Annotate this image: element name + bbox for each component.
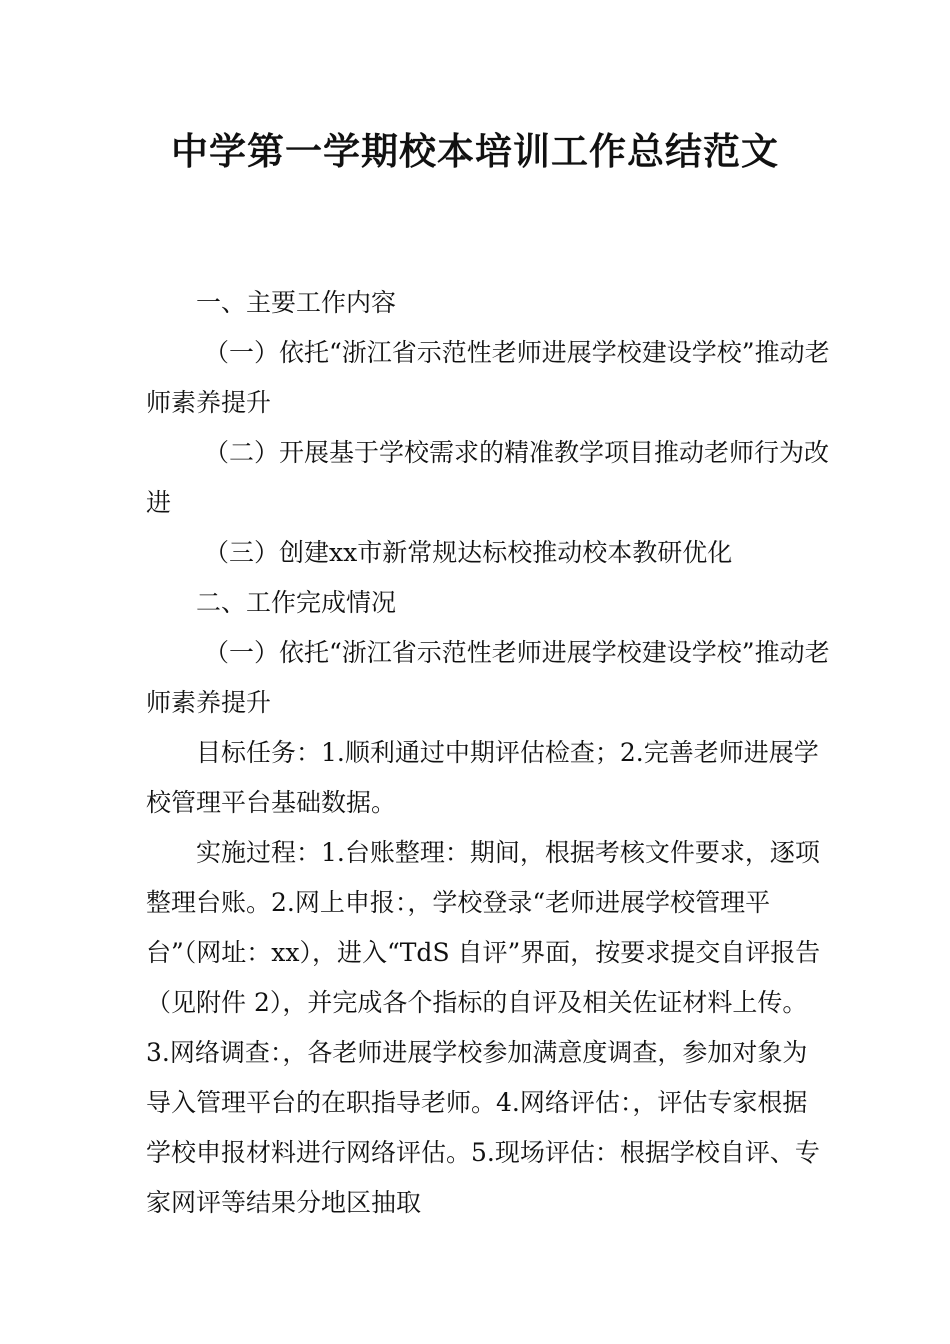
paragraph: （一）依托“浙江省示范性老师进展学校建设学校”推动老师素养提升 [146,338,830,417]
paragraph: 目标任务：1.顺利通过中期评估检查；2.完善老师进展学校管理平台基础数据。 [146,738,819,817]
section-heading: 二、工作完成情况 [196,588,397,617]
paragraph: （一）依托“浙江省示范性老师进展学校建设学校”推动老师素养提升 [146,638,830,717]
section-heading: 一、主要工作内容 [196,288,397,317]
document-body [146,278,830,1228]
paragraph: （二）开展基于学校需求的精准教学项目推动老师行为改进 [146,438,830,517]
paragraph: （三）创建xx市新常规达标校推动校本教研优化 [204,538,733,567]
paragraph: 实施过程：1.台账整理：期间，根据考核文件要求，逐项整理台账。2.网上申报：，学校登录“老师进展学校管理平台”（网址：xx），进入“TdS 自评”界面，按要求提交自评报告（见附件 2），并完成各个指标的自评及相关佐证材料上传。3.网络调查：，各老师进展学校参加满意度调查，参加对象为导入管理平台的在职指导老师。4.网络评估：，评估专家根据学校申报材料进行网络评估。5.现场评估：根据学校自评、专家网评等结果分地区抽取 [146,838,821,1217]
document-title: 中学第一学期校本培训工作总结范文 [171,130,779,173]
